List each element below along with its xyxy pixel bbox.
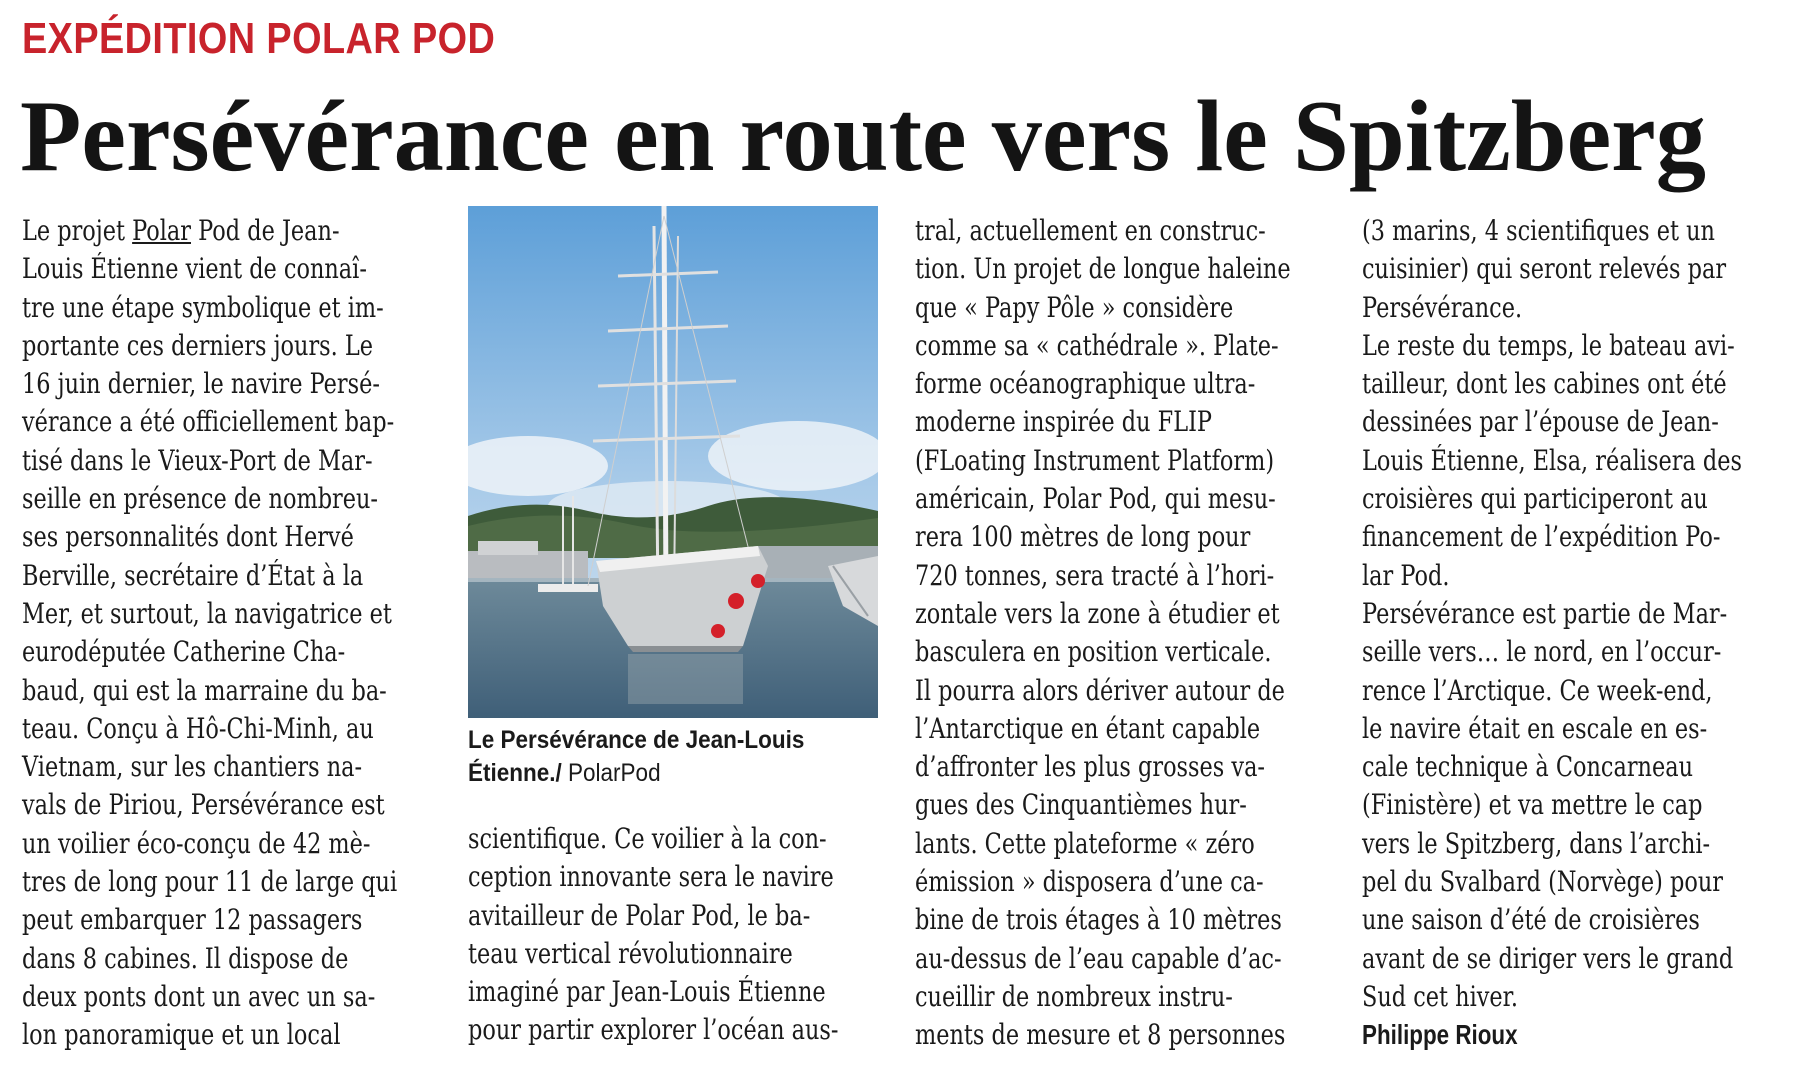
- article-column-4: [1362, 212, 1772, 1055]
- text-line: un voilier éco-conçu de 42 mè-: [22, 826, 371, 860]
- text-line: avant de se diriger vers le grand: [1362, 941, 1734, 975]
- text-line: teau vertical révolutionnaire: [468, 936, 793, 970]
- article-column-1: [22, 212, 432, 1055]
- text-line: Persévérance est partie de Mar-: [1362, 596, 1728, 630]
- text-line: ments de mesure et 8 personnes: [915, 1018, 1286, 1052]
- text-line: cueillir de nombreux instru-: [915, 979, 1233, 1013]
- text-line: 720 tonnes, sera tracté à l’hori-: [915, 558, 1275, 592]
- text-line: peut embarquer 12 passagers: [22, 903, 363, 937]
- text-line: au-dessus de l’eau capable d’ac-: [915, 941, 1282, 975]
- text-line: tral, actuellement en construc-: [915, 214, 1266, 247]
- text-line: Sud cet hiver.: [1362, 979, 1519, 1013]
- headline: Persévérance en route vers le Spitzberg: [20, 80, 1707, 193]
- text-line: Louis Étienne vient de connaî-: [22, 252, 367, 286]
- text-line: d’affronter les plus grosses va-: [915, 750, 1265, 784]
- text-line: ception innovante sera le navire: [468, 860, 834, 894]
- text-line: (3 marins, 4 scientifiques et un: [1362, 214, 1715, 247]
- text-line: dans 8 cabines. Il dispose de: [22, 941, 349, 975]
- text-line: cale technique à Concarneau: [1362, 750, 1694, 784]
- text-line: que « Papy Pôle » considère: [915, 290, 1234, 324]
- text-line: rence l’Arctique. Ce week-end,: [1362, 673, 1713, 707]
- text-line: teau. Conçu à Hô-Chi-Minh, au: [22, 711, 374, 745]
- boat-photo: [468, 206, 878, 718]
- polar-link[interactable]: Polar: [132, 214, 191, 247]
- text-line: baud, qui est la marraine du ba-: [22, 673, 387, 707]
- section-kicker: EXPÉDITION POLAR POD: [22, 14, 496, 63]
- text-line: Vietnam, sur les chantiers na-: [22, 750, 363, 784]
- text-line: financement de l’expédition Po-: [1362, 520, 1721, 554]
- text-line: vérance a été officiellement bap-: [22, 405, 395, 439]
- text-line: pel du Svalbard (Norvège) pour: [1362, 865, 1724, 899]
- text-line: bine de trois étages à 10 mètres: [915, 903, 1282, 937]
- text-line: seille vers… le nord, en l’occur-: [1362, 635, 1722, 669]
- text-line: lar Pod.: [1362, 558, 1450, 592]
- author-byline: Philippe Rioux: [1362, 1019, 1518, 1051]
- text-line: imaginé par Jean-Louis Étienne: [468, 975, 826, 1009]
- text-line: tailleur, dont les cabines ont été: [1362, 367, 1727, 401]
- text-line: croisières qui participeront au: [1362, 482, 1708, 516]
- text-line: Le reste du temps, le bateau avi-: [1362, 328, 1735, 362]
- text-line: vals de Piriou, Persévérance est: [22, 788, 385, 822]
- text-line: Mer, et surtout, la navigatrice et: [22, 596, 392, 630]
- text-line: avitailleur de Polar Pod, le ba-: [468, 898, 811, 932]
- sailboat-illustration: [468, 206, 878, 718]
- text-line: pour partir explorer l’océan aus-: [468, 1013, 839, 1047]
- text-line: eurodéputée Catherine Cha-: [22, 635, 346, 669]
- photo-caption: Le Persévérance de Jean-Louis Étienne./ PolarPod: [468, 726, 805, 787]
- text-line: tion. Un projet de longue haleine: [915, 252, 1291, 286]
- text-line: moderne inspirée du FLIP: [915, 405, 1212, 439]
- text-line: deux ponts dont un avec un sa-: [22, 979, 376, 1013]
- text-line: (FLoating Instrument Platform): [915, 443, 1275, 477]
- photo-credit: PolarPod: [568, 759, 661, 787]
- text-line: tre une étape symbolique et im-: [22, 290, 384, 324]
- text-line: (Finistère) et va mettre le cap: [1362, 788, 1703, 822]
- text-line: Berville, secrétaire d’État à la: [22, 558, 364, 592]
- text-line: portante ces derniers jours. Le: [22, 328, 374, 362]
- article-column-3: [915, 212, 1325, 1055]
- text-line: Persévérance.: [1362, 290, 1523, 324]
- text-line: forme océanographique ultra-: [915, 367, 1256, 401]
- text-line: gues des Cinquantièmes hur-: [915, 788, 1247, 822]
- text-line: Louis Étienne, Elsa, réalisera des: [1362, 443, 1742, 477]
- text-line: seille en présence de nombreu-: [22, 482, 378, 516]
- text-line: tres de long pour 11 de large qui: [22, 865, 398, 899]
- text-line: Il pourra alors dériver autour de: [915, 673, 1285, 707]
- text-line: dessinées par l’épouse de Jean-: [1362, 405, 1719, 439]
- text-line: basculera en position verticale.: [915, 635, 1272, 669]
- text-line: comme sa « cathédrale ». Plate-: [915, 328, 1279, 362]
- article-column-2: [468, 820, 878, 1050]
- text-line: lants. Cette plateforme « zéro: [915, 826, 1255, 860]
- text-line: le navire était en escale en es-: [1362, 711, 1708, 745]
- text-line: rera 100 mètres de long pour: [915, 520, 1251, 554]
- text-line: tisé dans le Vieux-Port de Mar-: [22, 443, 373, 477]
- text-line: scientifique. Ce voilier à la con-: [468, 822, 827, 855]
- text-line: une saison d’été de croisières: [1362, 903, 1700, 937]
- text-line: l’Antarctique en étant capable: [915, 711, 1261, 745]
- text-line: lon panoramique et un local: [22, 1018, 341, 1052]
- text-line: zontale vers la zone à étudier et: [915, 596, 1280, 630]
- text-line: Le projet Polar Pod de Jean-: [22, 214, 340, 247]
- text-line: vers le Spitzberg, dans l’archi-: [1362, 826, 1711, 860]
- text-line: américain, Polar Pod, qui mesu-: [915, 482, 1276, 516]
- text-line: émission » disposera d’une ca-: [915, 865, 1264, 899]
- text-line: ses personnalités dont Hervé: [22, 520, 354, 554]
- text-line: cuisinier) qui seront relevés par: [1362, 252, 1727, 286]
- text-line: 16 juin dernier, le navire Persé-: [22, 367, 380, 401]
